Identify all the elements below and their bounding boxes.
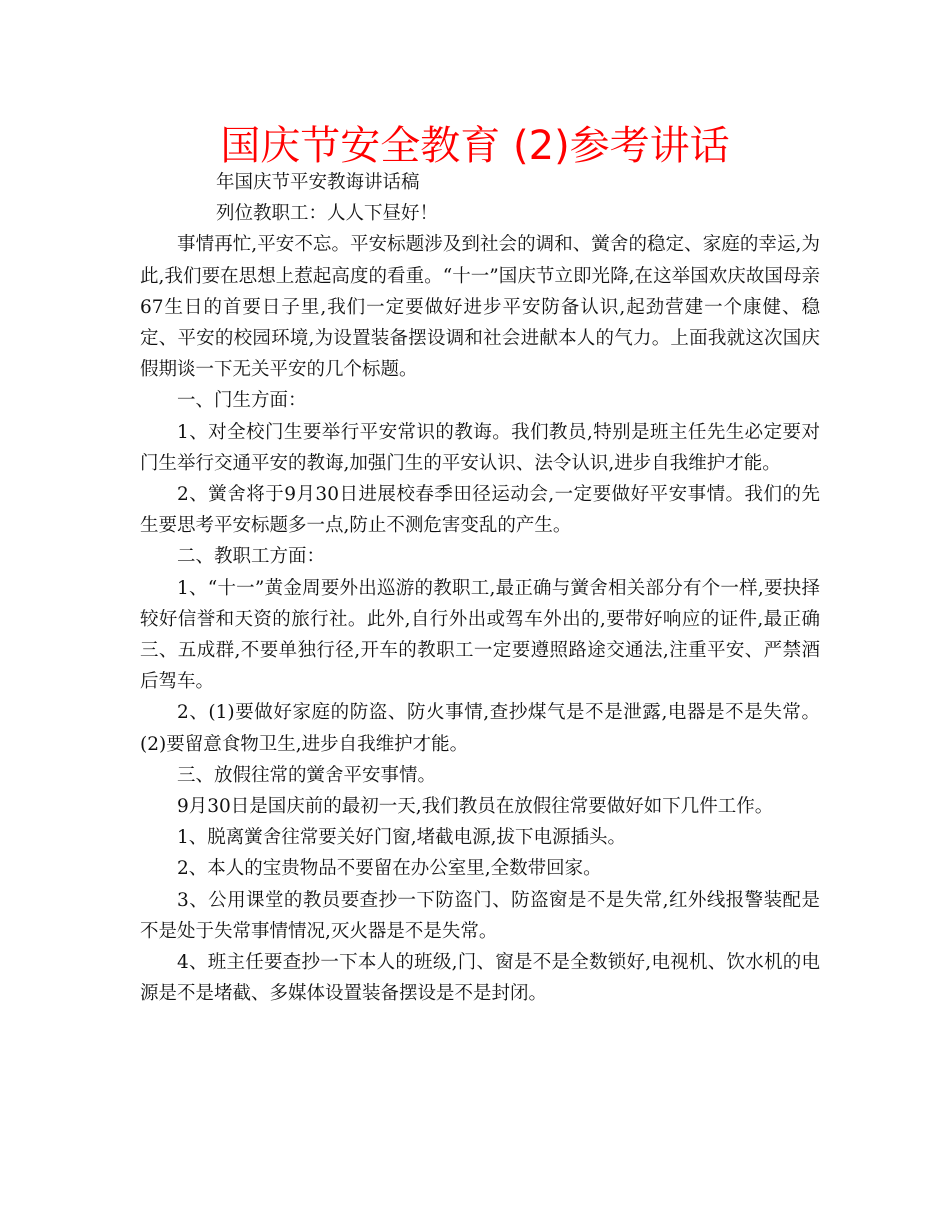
- paragraph: 事情再忙,平安不忘。平安标题涉及到社会的调和、黉舍的稳定、家庭的幸运,为此,我们要在思想上惹起高度的看重。“十一”国庆节立即光降,在这举国欢庆故国母亲67生日的首要日子里,我们一定要做好进步平安防备认识,起劲营建一个康健、稳定、平安的校园环境,为设置装备摆设调和社会进献本人的气力。上面我就这次国庆假期谈一下无关平安的几个标题。: [140, 234, 820, 381]
- paragraph: 1、“十一”黄金周要外出巡游的教职工,最正确与黉舍相关部分有个一样,要抉择较好信誉和天资的旅行社。此外,自行外出或驾车外出的,要带好响应的证件,最正确三、五成群,不要单独行径,开车的教职工一定要遵照路途交通法,注重平安、严禁酒后驾车。: [140, 577, 820, 693]
- paragraph: 3、公用课堂的教员要查抄一下防盗门、防盗窗是不是失常,红外线报警装配是不是处于失常事情情况,灭火器是不是失常。: [140, 889, 820, 942]
- document-body: [140, 167, 820, 1009]
- paragraph: 2、黉舍将于9月30日进展校春季田径运动会,一定要做好平安事情。我们的先生要思考平安标题多一点,防止不测危害变乱的产生。: [140, 484, 820, 537]
- paragraph: 2、(1)要做好家庭的防盗、防火事情,查抄煤气是不是泄露,电器是不是失常。(2)要留意食物卫生,进步自我维护才能。: [140, 702, 820, 755]
- paragraph: 1、脱离黉舍往常要关好门窗,堵截电源,拔下电源插头。: [177, 827, 627, 849]
- paragraph: 1、对全校门生要举行平安常识的教诲。我们教员,特别是班主任先生必定要对门生举行交通平安的教诲,加强门生的平安认识、法令认识,进步自我维护才能。: [140, 421, 820, 474]
- paragraph: 9月30日是国庆前的最初一天,我们教员在放假往常要做好如下几件工作。: [177, 796, 774, 818]
- section-heading: 二、教职工方面：: [177, 546, 326, 568]
- paragraph: 4、班主任要查抄一下本人的班级,门、窗是不是全数锁好,电视机、饮水机的电源是不是堵截、多媒体设置装备摆设是不是封闭。: [140, 952, 820, 1005]
- section-heading: 一、门生方面：: [177, 390, 307, 412]
- paragraph-subtitle: 年国庆节平安教诲讲话稿: [216, 172, 420, 193]
- paragraph-greeting: 列位教职工：人人下昼好！: [216, 203, 439, 225]
- paragraph: 2、本人的宝贵物品不要留在办公室里,全数带回家。: [177, 858, 602, 880]
- section-heading: 三、放假往常的黉舍平安事情。: [177, 764, 437, 786]
- document-title: 国庆节安全教育 (2)参考讲话: [220, 123, 730, 169]
